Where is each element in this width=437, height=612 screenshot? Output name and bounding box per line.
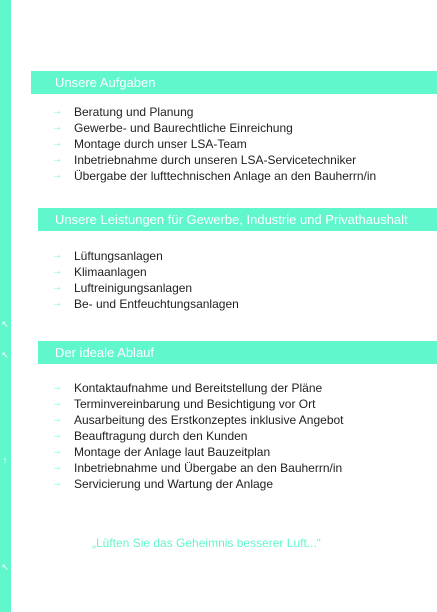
strip-arrow-icon: ↖ <box>1 319 9 329</box>
arrow-right-icon: → <box>52 462 62 473</box>
left-accent-strip <box>0 0 11 612</box>
list-item-text: Inbetriebnahme durch unseren LSA-Servicetechniker <box>74 153 357 167</box>
list-item-text: Servicierung und Wartung der Anlage <box>74 477 274 491</box>
arrow-right-icon: → <box>52 122 62 133</box>
list-item-text: Ausarbeitung des Erstkonzeptes inklusive Angebot <box>74 413 344 427</box>
arrow-right-icon: → <box>52 282 62 293</box>
list-item-text: Klimaanlagen <box>74 265 147 279</box>
arrow-right-icon: → <box>52 138 62 149</box>
closing-quote: „Lüften Sie das Geheimnis besserer Luft...“ <box>92 536 321 550</box>
strip-arrow-icon: ↖ <box>1 350 9 360</box>
strip-arrow-icon: ↖ <box>1 562 9 572</box>
list-item-text: Montage durch unser LSA-Team <box>74 137 247 151</box>
arrow-right-icon: → <box>52 298 62 309</box>
arrow-right-icon: → <box>52 478 62 489</box>
arrow-right-icon: → <box>52 446 62 457</box>
section-title-ablauf: Der ideale Ablauf <box>38 341 437 364</box>
strip-arrow-icon: ↑ <box>2 455 8 465</box>
list-item-text: Kontaktaufnahme und Bereitstellung der Pläne <box>74 381 323 395</box>
list-item-text: Beauftragung durch den Kunden <box>74 429 248 443</box>
section-title-leistungen: Unsere Leistungen für Gewerbe, Industrie und Privathaushalt <box>38 208 437 231</box>
list-item-text: Lüftungsanlagen <box>74 249 163 263</box>
list-item-text: Be- und Entfeuchtungsanlagen <box>74 297 239 311</box>
list-item-text: Gewerbe- und Baurechtliche Einreichung <box>74 121 293 135</box>
list-item-text: Übergabe der lufttechnischen Anlage an den Bauherrn/in <box>74 169 377 183</box>
section-title-aufgaben: Unsere Aufgaben <box>31 71 437 94</box>
arrow-right-icon: → <box>52 106 62 117</box>
arrow-right-icon: → <box>52 382 62 393</box>
list-item-text: Luftreinigungsanlagen <box>74 281 193 295</box>
arrow-right-icon: → <box>52 430 62 441</box>
arrow-right-icon: → <box>52 266 62 277</box>
list-item-text: Terminvereinbarung und Besichtigung vor Ort <box>74 397 316 411</box>
arrow-right-icon: → <box>52 154 62 165</box>
list-item-text: Montage der Anlage laut Bauzeitplan <box>74 445 271 459</box>
arrow-right-icon: → <box>52 398 62 409</box>
arrow-right-icon: → <box>52 170 62 181</box>
arrow-right-icon: → <box>52 414 62 425</box>
arrow-right-icon: → <box>52 250 62 261</box>
list-item-text: Inbetriebnahme und Übergabe an den Bauherrn/in <box>74 461 343 475</box>
list-item-text: Beratung und Planung <box>74 105 194 119</box>
